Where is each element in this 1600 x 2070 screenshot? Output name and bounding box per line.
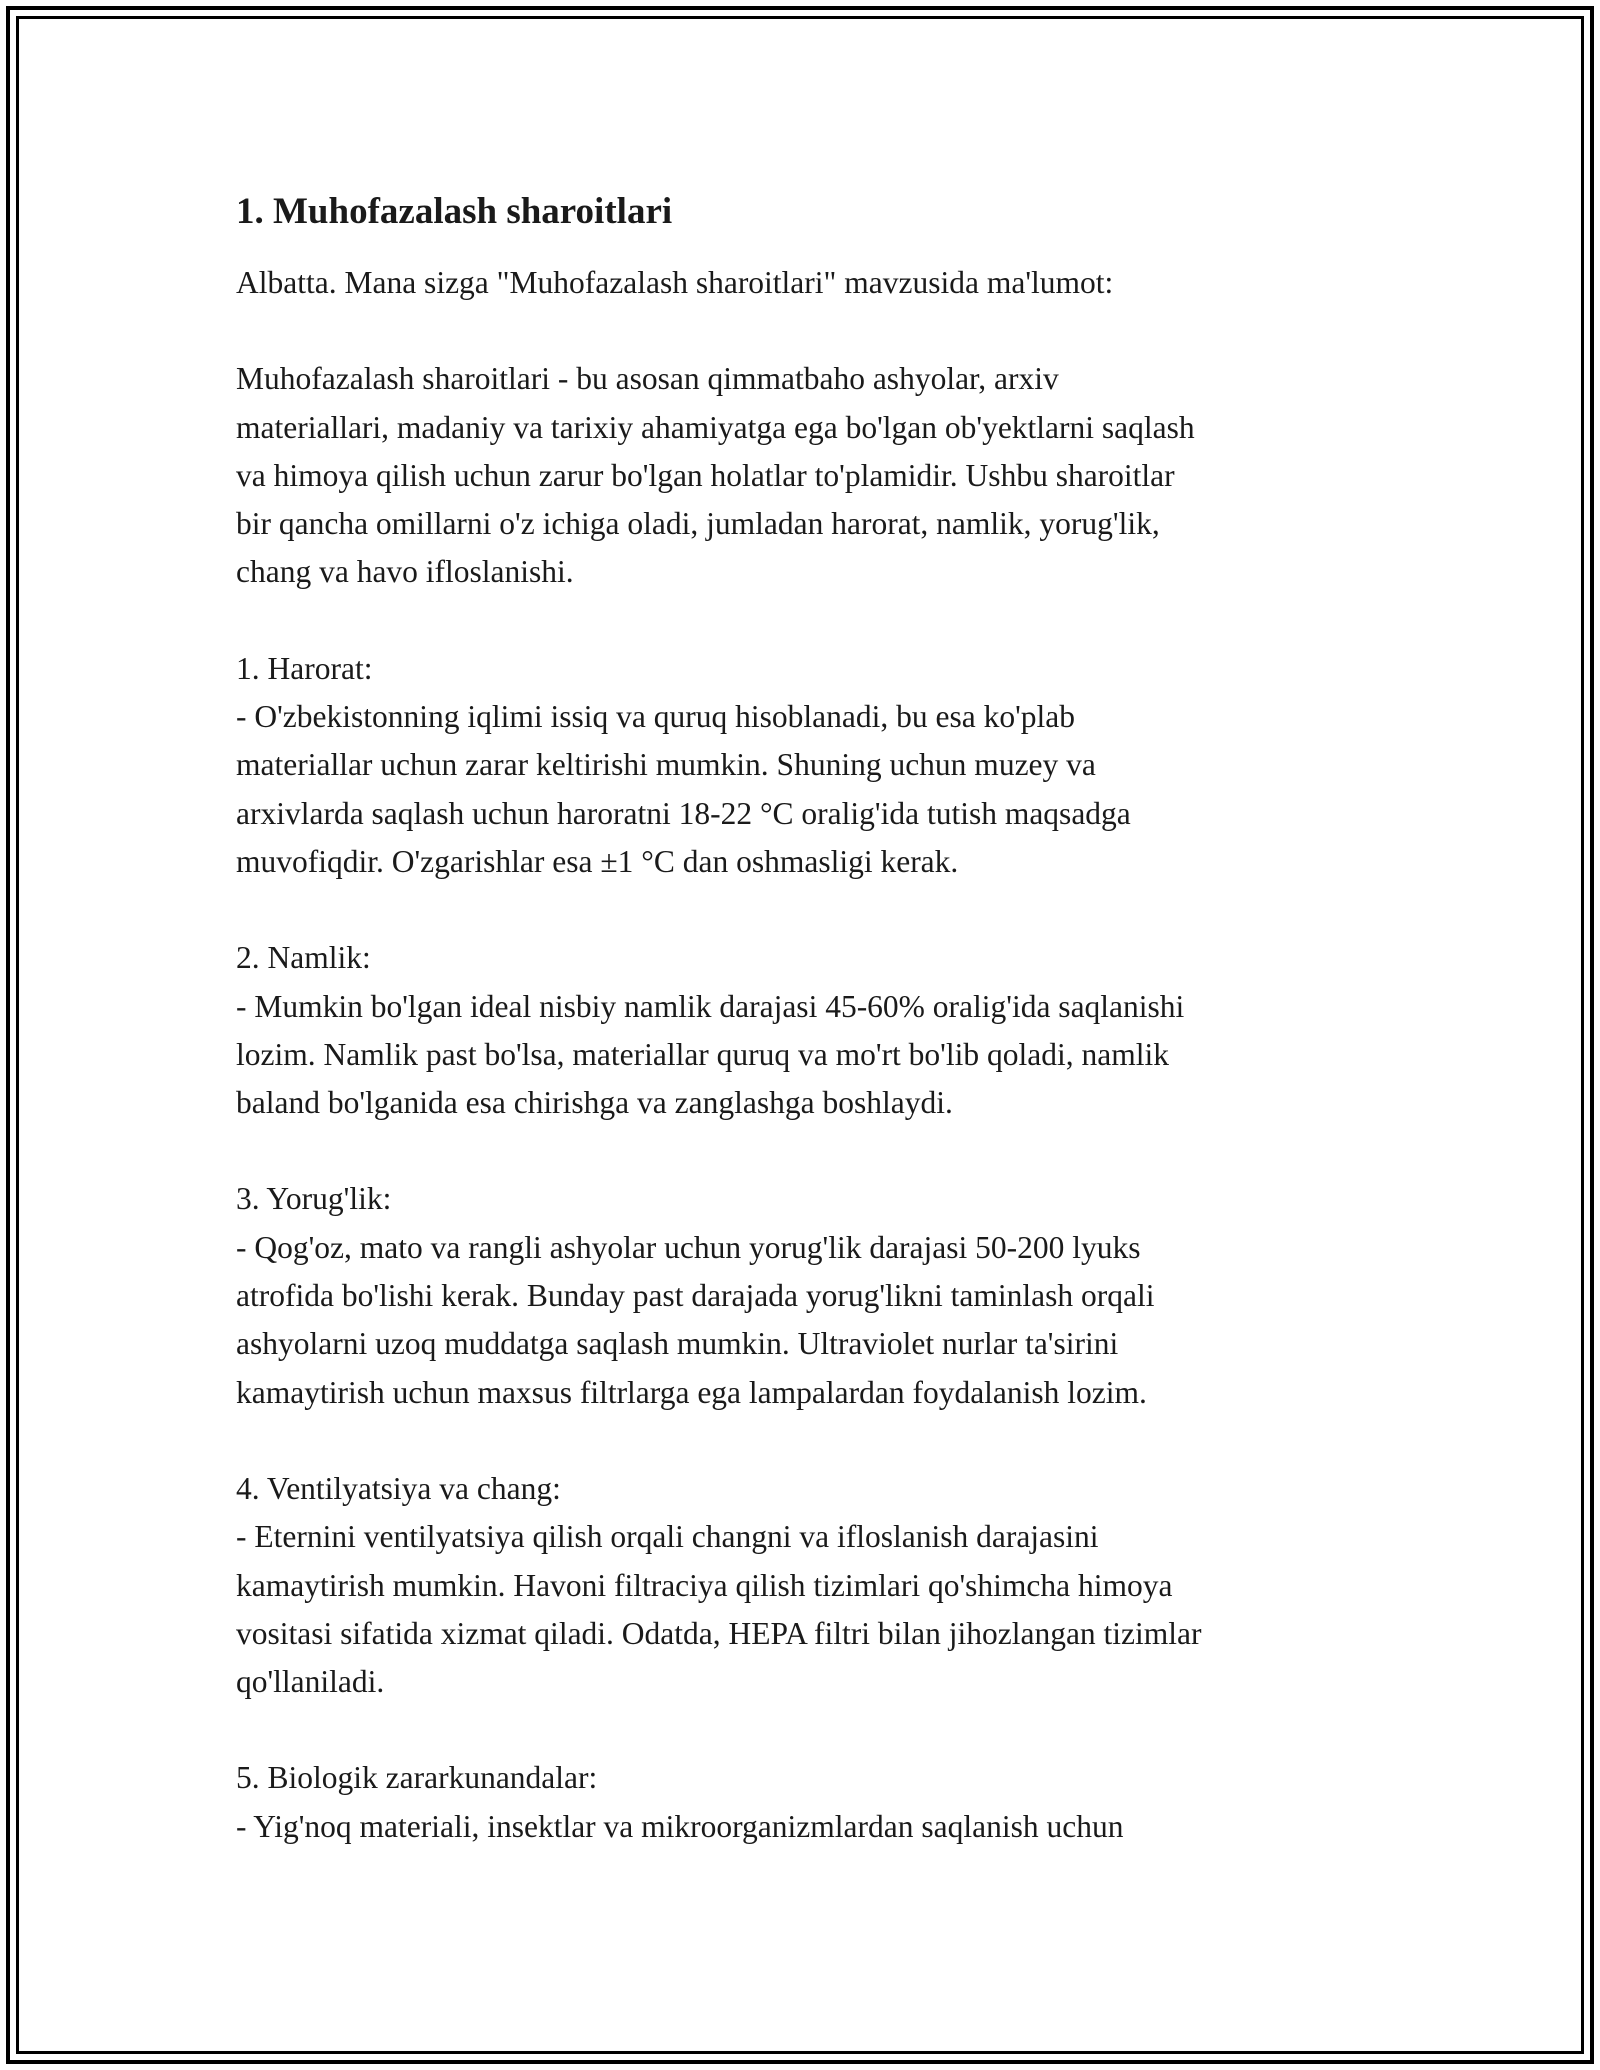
section-body: - Eternini ventilyatsiya qilish orqali changni va ifloslanish darajasini kamaytirish mumkin. Havoni filtraciya qilish tizimlari qo'shimcha himoya vositasi sifatida xizmat qiladi. Odatda, HEPA filtri bilan jihozlangan tizimlar qo'llaniladi. [236,1519,1202,1700]
section-body: - Mumkin bo'lgan ideal nisbiy namlik darajasi 45-60% oralig'ida saqlanishi lozim. Namlik past bo'lsa, materiallar quruq va mo'rt bo'lib qoladi, namlik baland bo'lganida esa chirishga va zanglashga boshlaydi. [236,988,1185,1121]
intro-paragraph: Albatta. Mana sizga "Muhofazalash sharoitlari" mavzusida ma'lumot: [236,265,1114,300]
section-heading: 4. Ventilyatsiya va chang: [236,1470,561,1506]
section-pests [236,1754,1376,1851]
section-heading: 1. Harorat: [236,650,373,686]
section-heading: 3. Yorug'lik: [236,1181,392,1217]
section-body: - Yig'noq materiali, insektlar va mikroorganizmlardan saqlanish uchun [236,1808,1124,1844]
section-body: - O'zbekistonning iqlimi issiq va quruq hisoblanadi, bu esa ko'plab materiallar uchun zarar keltirishi mumkin. Shuning uchun muzey va arxivlarda saqlash uchun haroratni 18-22 °C oralig'ida tutish maqsadga muvofiqdir. O'zgarishlar esa ±1 °C dan oshmasligi kerak. [236,699,1131,879]
section-body: - Qog'oz, mato va rangli ashyolar uchun yorug'lik darajasi 50-200 lyuks atrofida bo'lishi kerak. Bunday past darajada yorug'likni taminlash orqali ashyolarni uzoq muddatga saqlash mumkin. Ultraviolet nurlar ta'sirini kamaytirish uchun maxsus filtrlarga ega lampalardan foydalanish lozim. [236,1229,1155,1410]
section-heading: 2. Namlik: [236,940,371,976]
section-ventilation [236,1465,1376,1706]
section-light [236,1175,1376,1416]
section-temperature [236,645,1376,886]
overview-paragraph: Muhofazalash sharoitlari - bu asosan qimmatbaho ashyolar, arxiv materiallari, madaniy va tarixiy ahamiyatga ega bo'lgan ob'yektlarni saqlash va himoya qilish uchun zarur bo'lgan holatlar to'plamidir. Ushbu sharoitlar bir qancha omillarni o'z ichiga oladi, jumladan harorat, namlik, yorug'lik, chang va havo ifloslanishi. [236,361,1195,590]
section-humidity [236,934,1376,1127]
document-title: 1. Muhofazalash sharoitlari [236,191,673,232]
document-body [236,182,1376,1851]
section-heading: 5. Biologik zararkunandalar: [236,1760,598,1796]
